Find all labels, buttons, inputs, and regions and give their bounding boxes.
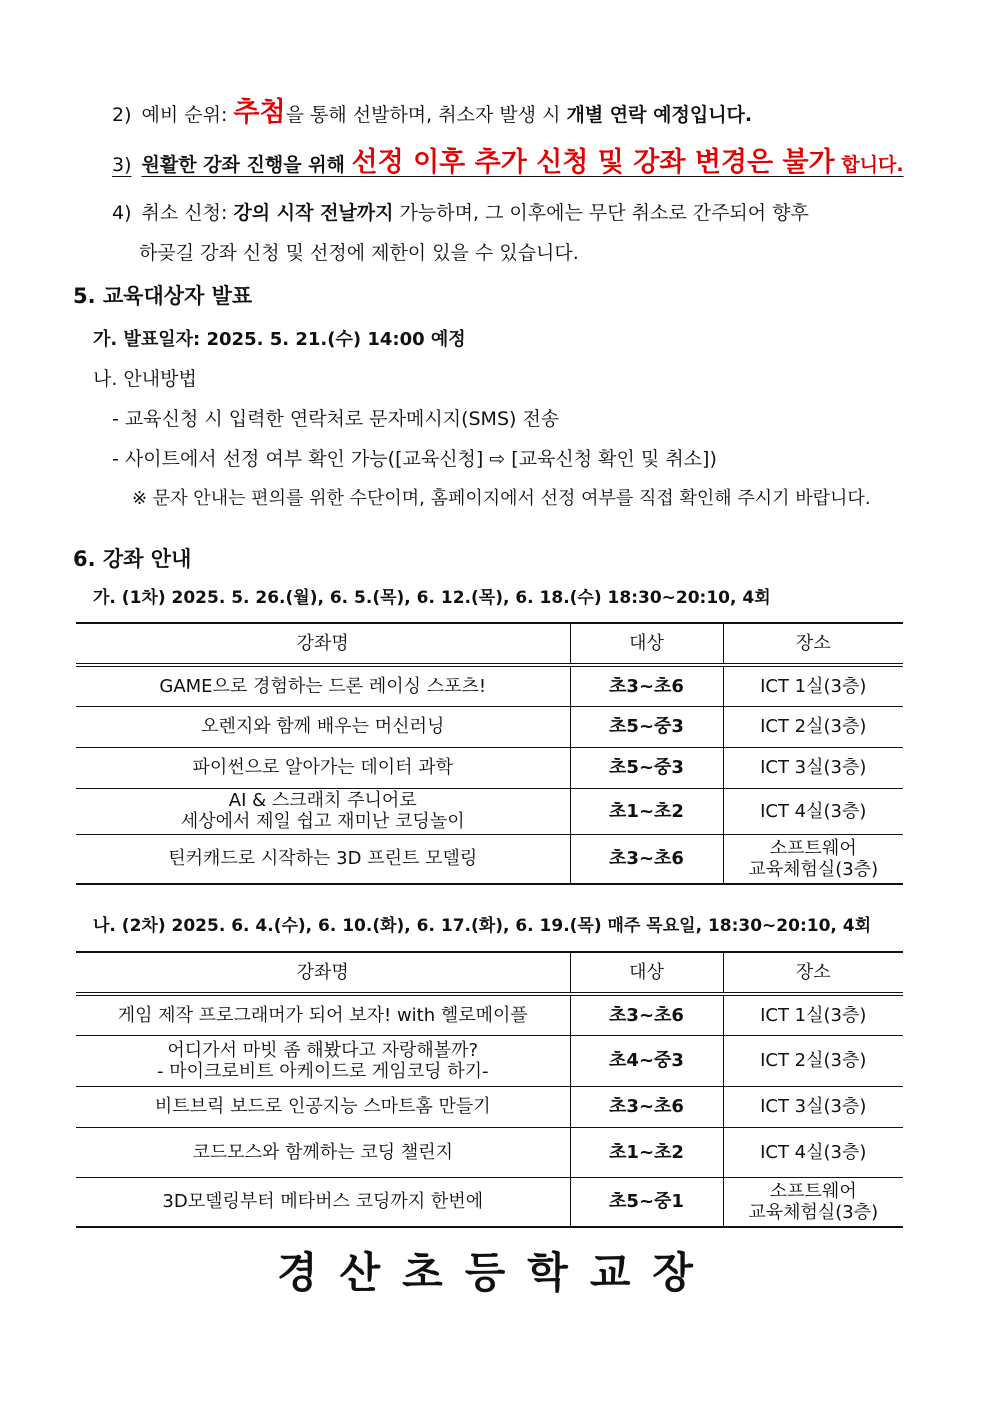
course-name: 게임 제작 프로그래머가 되어 보자! with 헬로메이플 bbox=[76, 994, 570, 1035]
course-name: 어디가서 마빗 좀 해봤다고 자랑해볼까? - 마이크로비트 아케이드로 게임코딩 하기- bbox=[76, 1035, 570, 1086]
course-name: 3D모델링부터 메타버스 코딩까지 한번에 bbox=[76, 1177, 570, 1227]
course-target: 초3~초6 bbox=[570, 834, 723, 884]
table-row bbox=[76, 1127, 903, 1177]
course-name: AI & 스크래치 주니어로 세상에서 제일 쉽고 재미난 코딩놀이 bbox=[76, 788, 570, 834]
course-target: 초5~중1 bbox=[570, 1177, 723, 1227]
method-note: ※ 문자 안내는 편의를 위한 수단이며, 홈페이지에서 선정 여부를 직접 확인해 주시기 바랍니다. bbox=[132, 488, 871, 509]
course-place: ICT 2실(3층) bbox=[760, 716, 867, 737]
header-place: 장소 bbox=[795, 962, 831, 983]
note-emphasis-red: 선정 이후 추가 신청 및 강좌 변경은 불가 bbox=[351, 147, 835, 178]
table-row bbox=[76, 1177, 903, 1227]
header-target: 대상 bbox=[570, 623, 723, 665]
course-place: ICT 3실(3층) bbox=[760, 1096, 867, 1117]
course-name: GAME으로 경험하는 드론 레이싱 스포츠! bbox=[76, 665, 570, 706]
note-text: 을 통해 선발하며, 취소자 발생 시 bbox=[285, 104, 567, 126]
course-target: 초5~중3 bbox=[570, 747, 723, 788]
table-row bbox=[76, 834, 903, 884]
course-place: ICT 4실(3층) bbox=[760, 800, 867, 822]
course-name: 파이썬으로 알아가는 데이터 과학 bbox=[76, 747, 570, 788]
table-row bbox=[76, 1035, 903, 1086]
course-name: 비트브릭 보드로 인공지능 스마트홈 만들기 bbox=[76, 1086, 570, 1127]
table-row bbox=[76, 994, 903, 1035]
footer-signature: 경산초등학교장 bbox=[276, 1248, 715, 1297]
course-table-session-1 bbox=[76, 622, 903, 885]
note-text: 원활한 강좌 진행을 위해 bbox=[141, 154, 352, 176]
session-1-title: 가. (1차) 2025. 5. 26.(월), 6. 5.(목), 6. 12.(목), 6. 18.(수) 18:30~20:10, 4회 bbox=[93, 588, 771, 608]
course-target: 초4~중3 bbox=[570, 1035, 723, 1086]
course-place: ICT 1실(3층) bbox=[760, 1004, 867, 1026]
table-row bbox=[76, 1086, 903, 1127]
header-course-name: 강좌명 bbox=[76, 952, 570, 994]
note-emphasis-bold: 개별 연락 예정입니다. bbox=[566, 104, 753, 126]
header-place: 장소 bbox=[795, 633, 831, 654]
note-4-line2: 하곶길 강좌 신청 및 선정에 제한이 있을 수 있습니다. bbox=[139, 242, 579, 264]
note-text: 합니다. bbox=[834, 154, 904, 176]
course-name: 오렌지와 함께 배우는 머신러닝 bbox=[76, 706, 570, 747]
course-name: 틴커캐드로 시작하는 3D 프린트 모델링 bbox=[76, 834, 570, 884]
method-item: - 교육신청 시 입력한 연락처로 문자메시지(SMS) 전송 bbox=[112, 408, 560, 430]
note-text: 취소 신청: bbox=[141, 202, 234, 224]
note-number: 2) bbox=[112, 104, 132, 126]
note-4 bbox=[112, 198, 809, 225]
note-number: 3) bbox=[112, 154, 132, 176]
header-course-name: 강좌명 bbox=[76, 623, 570, 665]
note-2 bbox=[112, 90, 752, 129]
course-target: 초5~중3 bbox=[570, 706, 723, 747]
course-target: 초3~초6 bbox=[570, 994, 723, 1035]
course-name: 코드모스와 함께하는 코딩 챌린지 bbox=[76, 1127, 570, 1177]
section-5-title: 5. 교육대상자 발표 bbox=[73, 284, 253, 308]
table-header-row bbox=[76, 623, 903, 665]
note-text: 예비 순위: bbox=[141, 104, 234, 126]
section-6-title: 6. 강좌 안내 bbox=[73, 547, 192, 571]
course-target: 초1~초2 bbox=[570, 1127, 723, 1177]
table-row bbox=[76, 788, 903, 834]
table-row bbox=[76, 706, 903, 747]
table-row bbox=[76, 665, 903, 706]
note-text: 가능하며, 그 이후에는 무단 취소로 간주되어 향후 bbox=[393, 202, 809, 224]
course-target: 초3~초6 bbox=[570, 665, 723, 706]
course-place: ICT 3실(3층) bbox=[760, 757, 867, 778]
note-3 bbox=[112, 140, 904, 179]
course-target: 초3~초6 bbox=[570, 1086, 723, 1127]
course-target: 초1~초2 bbox=[570, 788, 723, 834]
course-place: ICT 1실(3층) bbox=[760, 675, 867, 697]
session-2-title: 나. (2차) 2025. 6. 4.(수), 6. 10.(화), 6. 17.(화), 6. 19.(목) 매주 목요일, 18:30~20:10, 4회 bbox=[93, 916, 872, 936]
table-row bbox=[76, 747, 903, 788]
note-number: 4) bbox=[112, 202, 132, 224]
method-item: - 사이트에서 선정 여부 확인 가능([교육신청] ⇨ [교육신청 확인 및 취소]) bbox=[112, 448, 717, 470]
note-emphasis-red: 추첨 bbox=[233, 97, 286, 128]
header-target: 대상 bbox=[570, 952, 723, 994]
note-emphasis-bold: 강의 시작 전날까지 bbox=[233, 202, 394, 224]
announce-date: 가. 발표일자: 2025. 5. 21.(수) 14:00 예정 bbox=[93, 329, 466, 350]
course-place: ICT 2실(3층) bbox=[760, 1050, 867, 1071]
method-title: 나. 안내방법 bbox=[93, 368, 197, 390]
table-header-row bbox=[76, 952, 903, 994]
course-place: ICT 4실(3층) bbox=[760, 1141, 867, 1163]
course-table-session-2 bbox=[76, 951, 903, 1228]
course-place: 소프트웨어 교육체험실(3층) bbox=[748, 837, 879, 880]
course-place: 소프트웨어 교육체험실(3층) bbox=[748, 1180, 879, 1223]
